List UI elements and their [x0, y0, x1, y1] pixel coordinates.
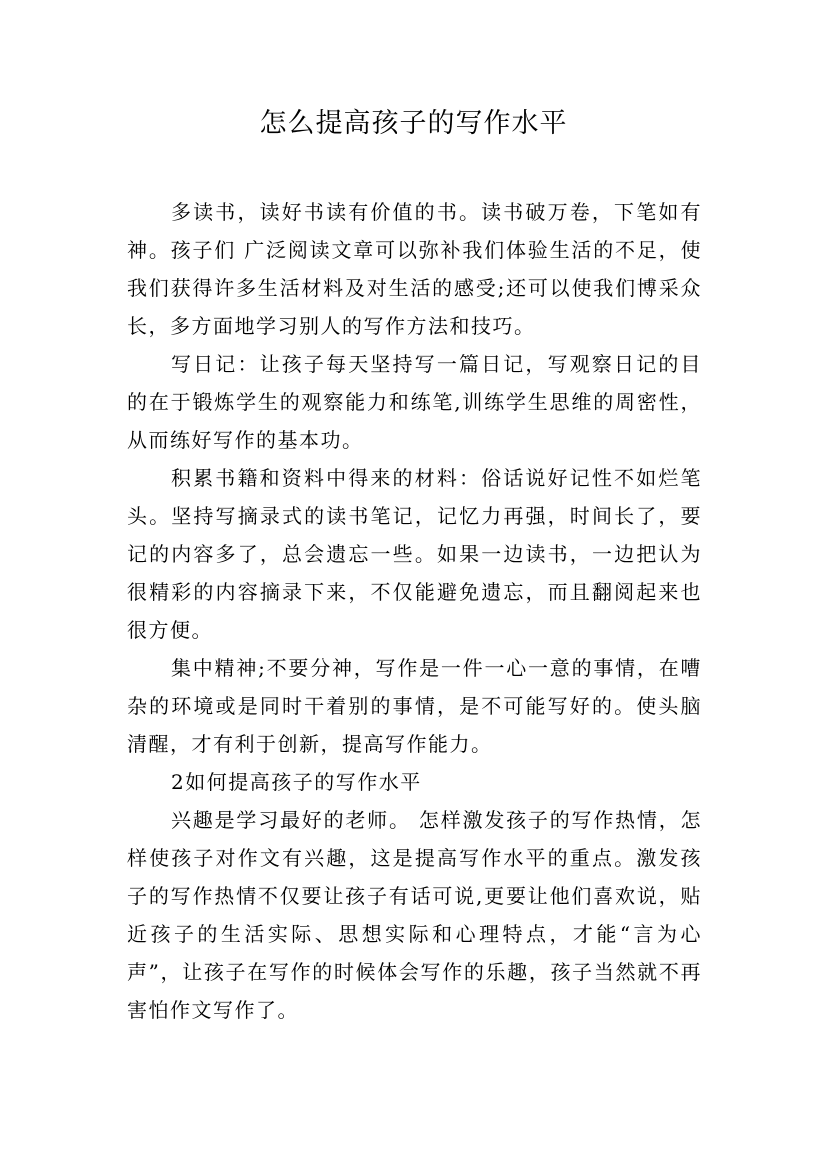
- document-body: [127, 193, 702, 1029]
- paragraph-notes: 积累书籍和资料中得来的材料：俗话说好记性不如烂笔头。坚持写摘录式的读书笔记，记忆力再强，时间长了，要记的内容多了，总会遗忘一些。如果一边读书，一边把认为很精彩的内容摘录下来，不仅能避免遗忘，而且翻阅起来也很方便。: [127, 466, 702, 642]
- section-heading: 2如何提高孩子的写作水平: [171, 770, 422, 794]
- paragraph-diary: 写日记：让孩子每天坚持写一篇日记，写观察日记的目的在于锻炼学生的观察能力和练笔,训练学生思维的周密性，从而练好写作的基本功。: [127, 352, 702, 452]
- document-title: 怎么提高孩子的写作水平: [259, 108, 568, 139]
- paragraph-interest: 兴趣是学习最好的老师。 怎样激发孩子的写作热情，怎样使孩子对作文有兴趣，这是提高写作水平的重点。激发孩子的写作热情不仅要让孩子有话可说,更要让他们喜欢说，贴近孩子的生活实际、思想实际和心理特点，才能“言为心声”，让孩子在写作的时候体会写作的乐趣，孩子当然就不再害怕作文写作了。: [127, 808, 702, 1022]
- paragraph-reading: 多读书，读好书读有价值的书。读书破万卷，下笔如有神。孩子们 广泛阅读文章可以弥补我们体验生活的不足，使我们获得许多生活材料及对生活的感受;还可以使我们博采众长，多方面地学习别人的写作方法和技巧。: [127, 200, 702, 338]
- paragraph-focus: 集中精神;不要分神，写作是一件一心一意的事情，在嘈杂的环境或是同时干着别的事情，是不可能写好的。使头脑清醒，才有利于创新，提高写作能力。: [127, 656, 702, 756]
